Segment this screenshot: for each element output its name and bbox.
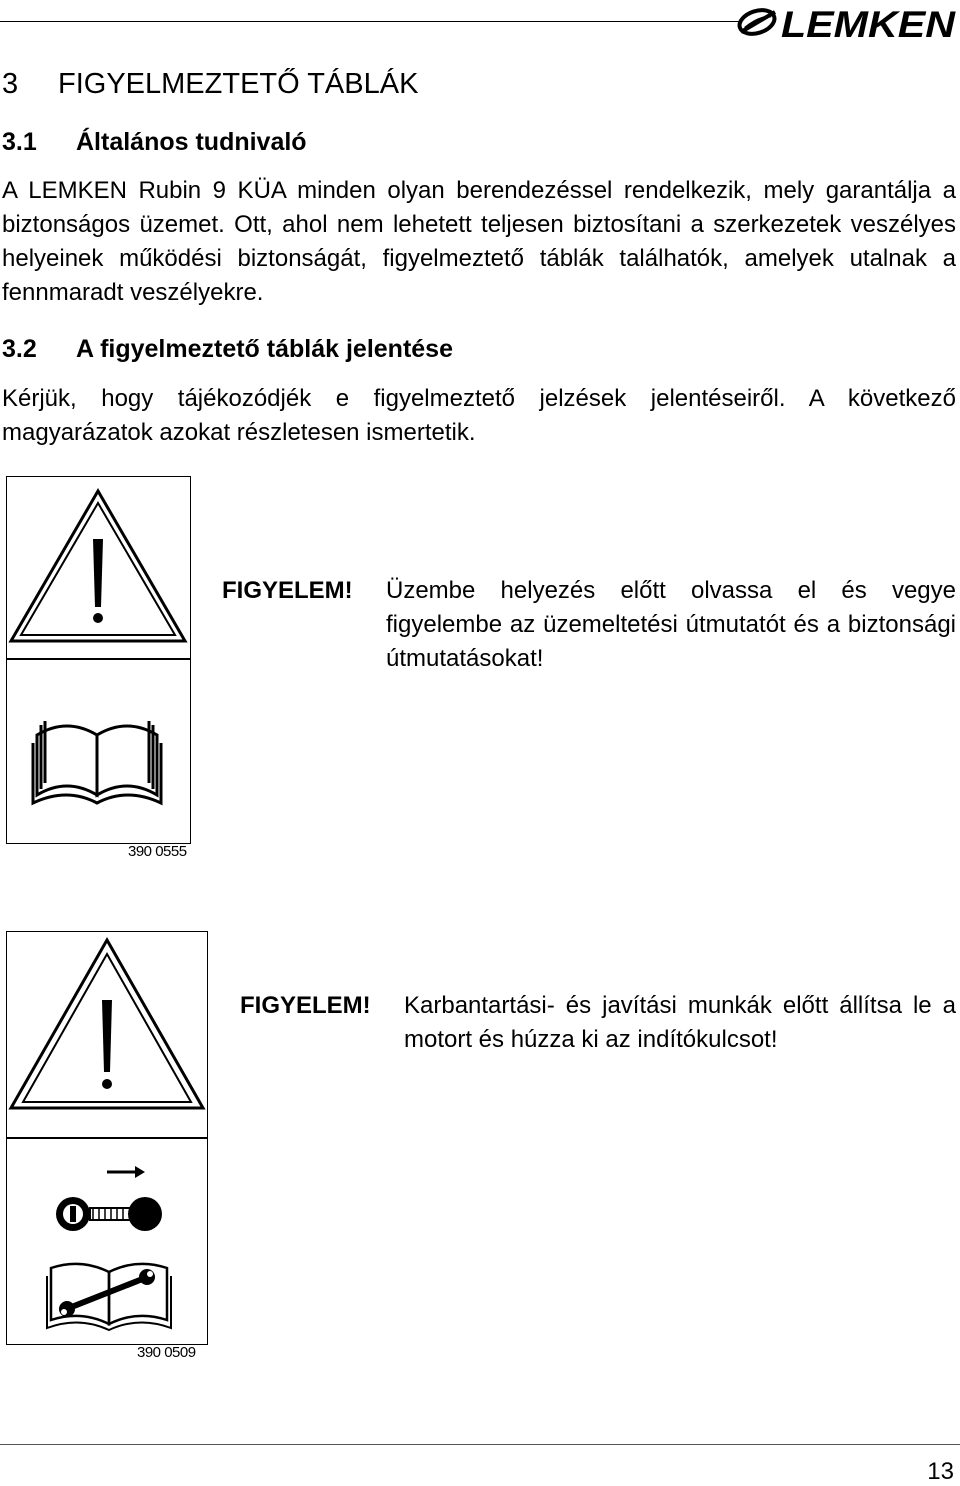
ignition-key-icon	[56, 1166, 162, 1231]
section-title: FIGYELMEZTETŐ TÁBLÁK	[58, 68, 419, 100]
header-rule	[0, 21, 742, 22]
svg-text:LEMKEN: LEMKEN	[781, 4, 957, 45]
sign-2-text: Karbantartási- és javítási munkák előtt állítsa le a motort és húzza ki az indítókulcsot!	[404, 992, 956, 1053]
logo-emblem-icon	[736, 6, 777, 38]
sign-1-text: Üzembe helyezés előtt olvassa el és vegye figyelembe az üzemeltetési útmutatót és a biztonsági útmutatásokat!	[386, 577, 956, 672]
warning-sign-2	[6, 931, 208, 1345]
subsection-title: Általános tudnivaló	[76, 128, 307, 156]
warning-sign-1	[6, 476, 191, 844]
subsection-heading-3-2	[2, 333, 453, 365]
intro-paragraph: A LEMKEN Rubin 9 KÜA minden olyan berendezéssel rendelkezik, mely garantálja a biztonságos üzemet. Ott, ahol nem lehetett teljesen biztosítani a szerkezetek veszélyes helyeinek működési biztonságát, figyelmeztető táblák találhatók, amelyek utalnak a fennmaradt veszélyekre.	[2, 177, 956, 306]
subsection-title: A figyelmeztető táblák jelentése	[76, 335, 453, 363]
page-number: 13	[927, 1458, 954, 1485]
sign-1-part-number: 390 0555	[128, 843, 187, 860]
section-heading	[2, 66, 418, 102]
subsection-number: 3.1	[2, 128, 37, 156]
section-number: 3	[2, 68, 19, 100]
meaning-paragraph: Kérjük, hogy tájékozódjék e figyelmeztető jelzések jelentéseiről. A következő magyarázatok azokat részletesen ismertetik.	[2, 385, 956, 446]
sign-1-heading: FIGYELEM!	[222, 577, 353, 604]
sign-2-part-number: 390 0509	[137, 1344, 196, 1361]
warning-triangle-icon	[11, 940, 203, 1108]
open-book-icon	[33, 721, 161, 803]
warning-triangle-icon	[11, 491, 185, 641]
lemken-logo	[735, 4, 957, 46]
footer-rule	[0, 1444, 960, 1445]
subsection-number: 3.2	[2, 335, 37, 363]
sign-2-heading: FIGYELEM!	[240, 992, 371, 1019]
manual-wrench-icon	[47, 1264, 171, 1330]
subsection-heading-3-1	[2, 126, 307, 158]
